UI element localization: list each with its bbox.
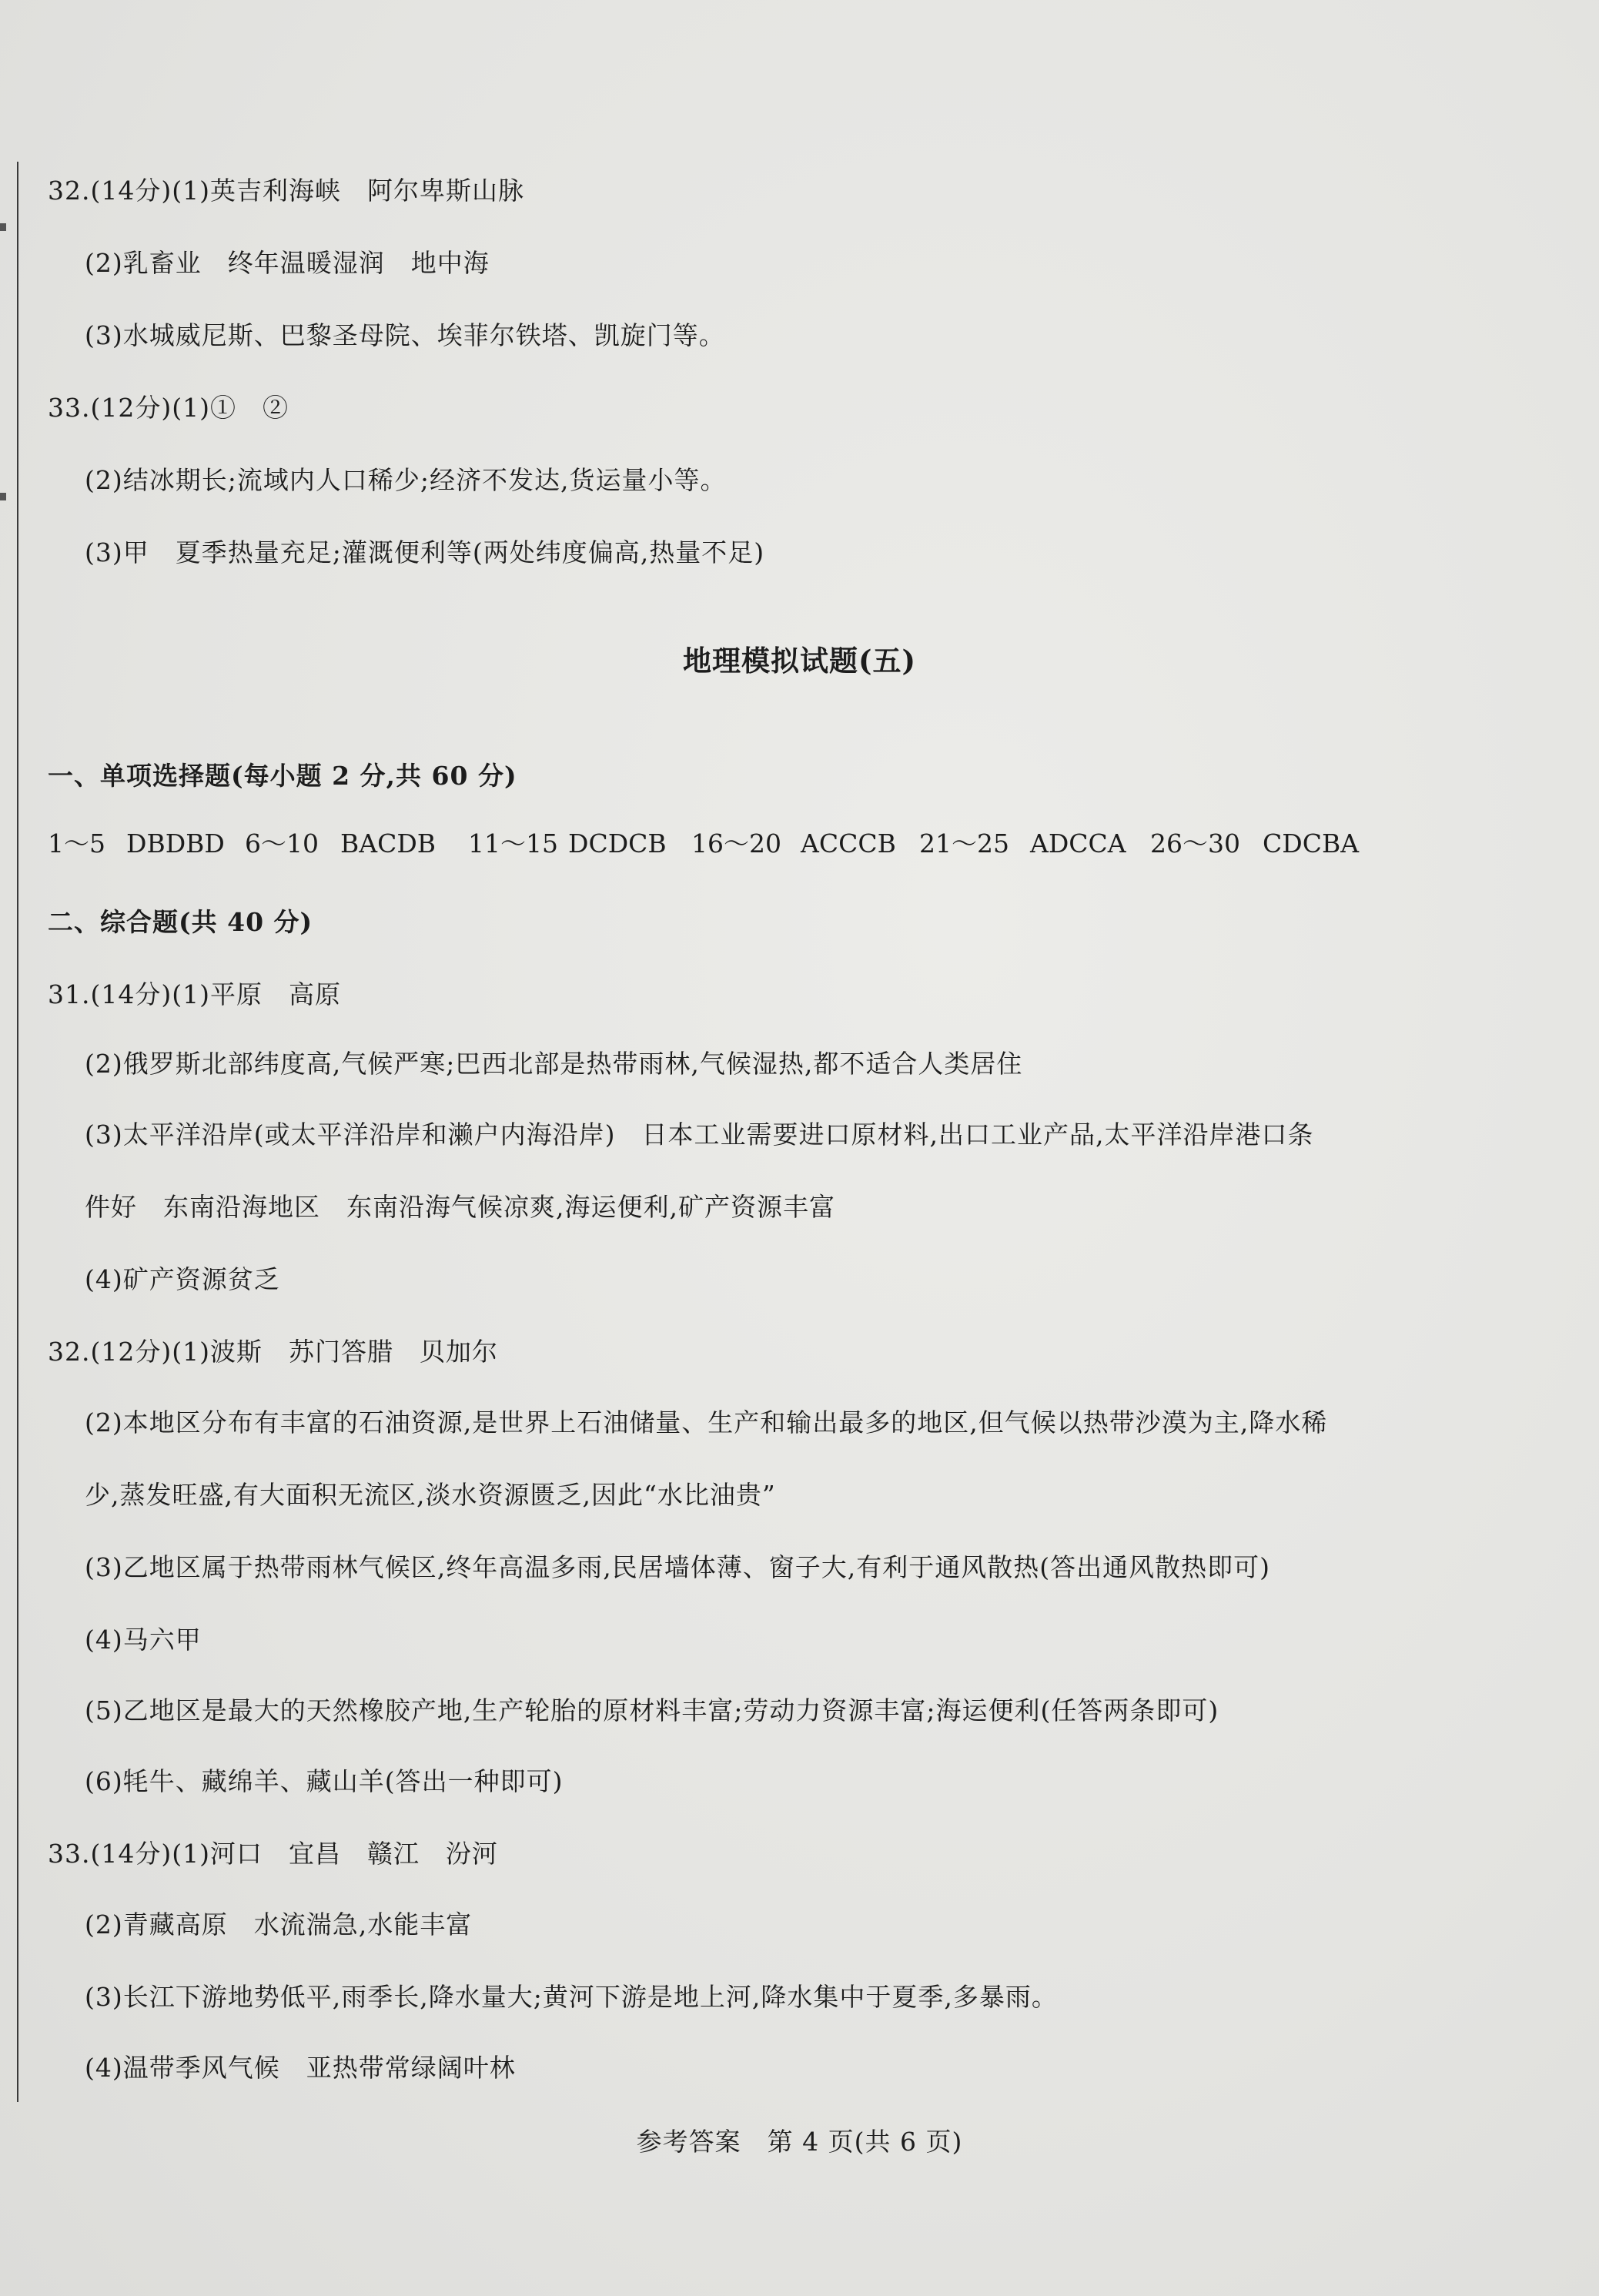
mcq-key: DBDBD [126,828,225,858]
q33-head: 33.(14分)(1)河口 宜昌 赣江 汾河 [48,1839,498,1869]
q32-part3: (3)乙地区属于热带雨林气候区,终年高温多雨,民居墙体薄、窗子大,有利于通风散热(答出通风散热即可) [85,1552,1270,1582]
exam-title: 地理模拟试题(五) [682,644,916,678]
q32-part4: (4)马六甲 [85,1625,202,1655]
mcq-key: BACDB [340,828,437,858]
q31-part4: (4)矿产资源贫乏 [85,1264,280,1294]
q31-head: 31.(14分)(1)平原 高原 [48,979,341,1009]
q32-head: 32.(12分)(1)波斯 苏门答腊 贝加尔 [48,1337,498,1367]
section1-heading: 一、单项选择题(每小题 2 分,共 60 分) [48,761,517,791]
prev-q32-part3: (3)水城威尼斯、巴黎圣母院、埃菲尔铁塔、凯旋门等。 [85,320,725,350]
q31-part2: (2)俄罗斯北部纬度高,气候严寒;巴西北部是热带雨林,气候湿热,都不适合人类居住 [85,1049,1023,1079]
mcq-range: 6～10 [245,828,319,858]
q32-part2: (2)本地区分布有丰富的石油资源,是世界上石油储量、生产和输出最多的地区,但气候以热带沙漠为主,降水稀 [85,1407,1328,1438]
mcq-range: 21～25 [919,828,1009,858]
prev-q33-head: 33.(12分)(1)① ② [48,393,289,423]
prev-q33-part3: (3)甲 夏季热量充足;灌溉便利等(两处纬度偏高,热量不足) [85,537,765,567]
mcq-key: CDCBA [1263,828,1360,858]
q31-part3: (3)太平洋沿岸(或太平洋沿岸和濑户内海沿岸) 日本工业需要进口原材料,出口工业产品,太平洋沿岸港口条 [85,1120,1314,1150]
prev-q32-part2: (2)乳畜业 终年温暖湿润 地中海 [85,248,490,278]
mcq-range: 16～20 [691,828,781,858]
binding-mark [0,493,6,500]
q32-part5: (5)乙地区是最大的天然橡胶产地,生产轮胎的原材料丰富;劳动力资源丰富;海运便利(任答两条即可) [85,1695,1219,1725]
prev-q32-head: 32.(14分)(1)英吉利海峡 阿尔卑斯山脉 [48,176,524,206]
q31-part3-cont: 件好 东南沿海地区 东南沿海气候凉爽,海运便利,矿产资源丰富 [85,1192,835,1222]
prev-q33-part2: (2)结冰期长;流域内人口稀少;经济不发达,货运量小等。 [85,465,727,495]
q33-part4: (4)温带季风气候 亚热带常绿阔叶林 [85,2053,516,2083]
mcq-range: 26～30 [1150,828,1240,858]
mcq-key: DCDCB [568,828,667,858]
q33-part2: (2)青藏高原 水流湍急,水能丰富 [85,1909,473,1940]
section2-heading: 二、综合题(共 40 分) [48,907,313,937]
mcq-range: 1～5 [48,828,105,858]
mcq-key: ADCCA [1030,828,1126,858]
q32-part6: (6)牦牛、藏绵羊、藏山羊(答出一种即可) [85,1766,564,1796]
mcq-range: 11～15 [468,828,558,858]
page-footer: 参考答案 第 4 页(共 6 页) [636,2127,963,2157]
binding-line [17,162,18,2102]
mcq-key: ACCCB [801,828,896,858]
q32-part2-cont: 少,蒸发旺盛,有大面积无流区,淡水资源匮乏,因此“水比油贵” [85,1480,776,1510]
q33-part3: (3)长江下游地势低平,雨季长,降水量大;黄河下游是地上河,降水集中于夏季,多暴雨。 [85,1982,1058,2012]
binding-mark [0,223,6,231]
